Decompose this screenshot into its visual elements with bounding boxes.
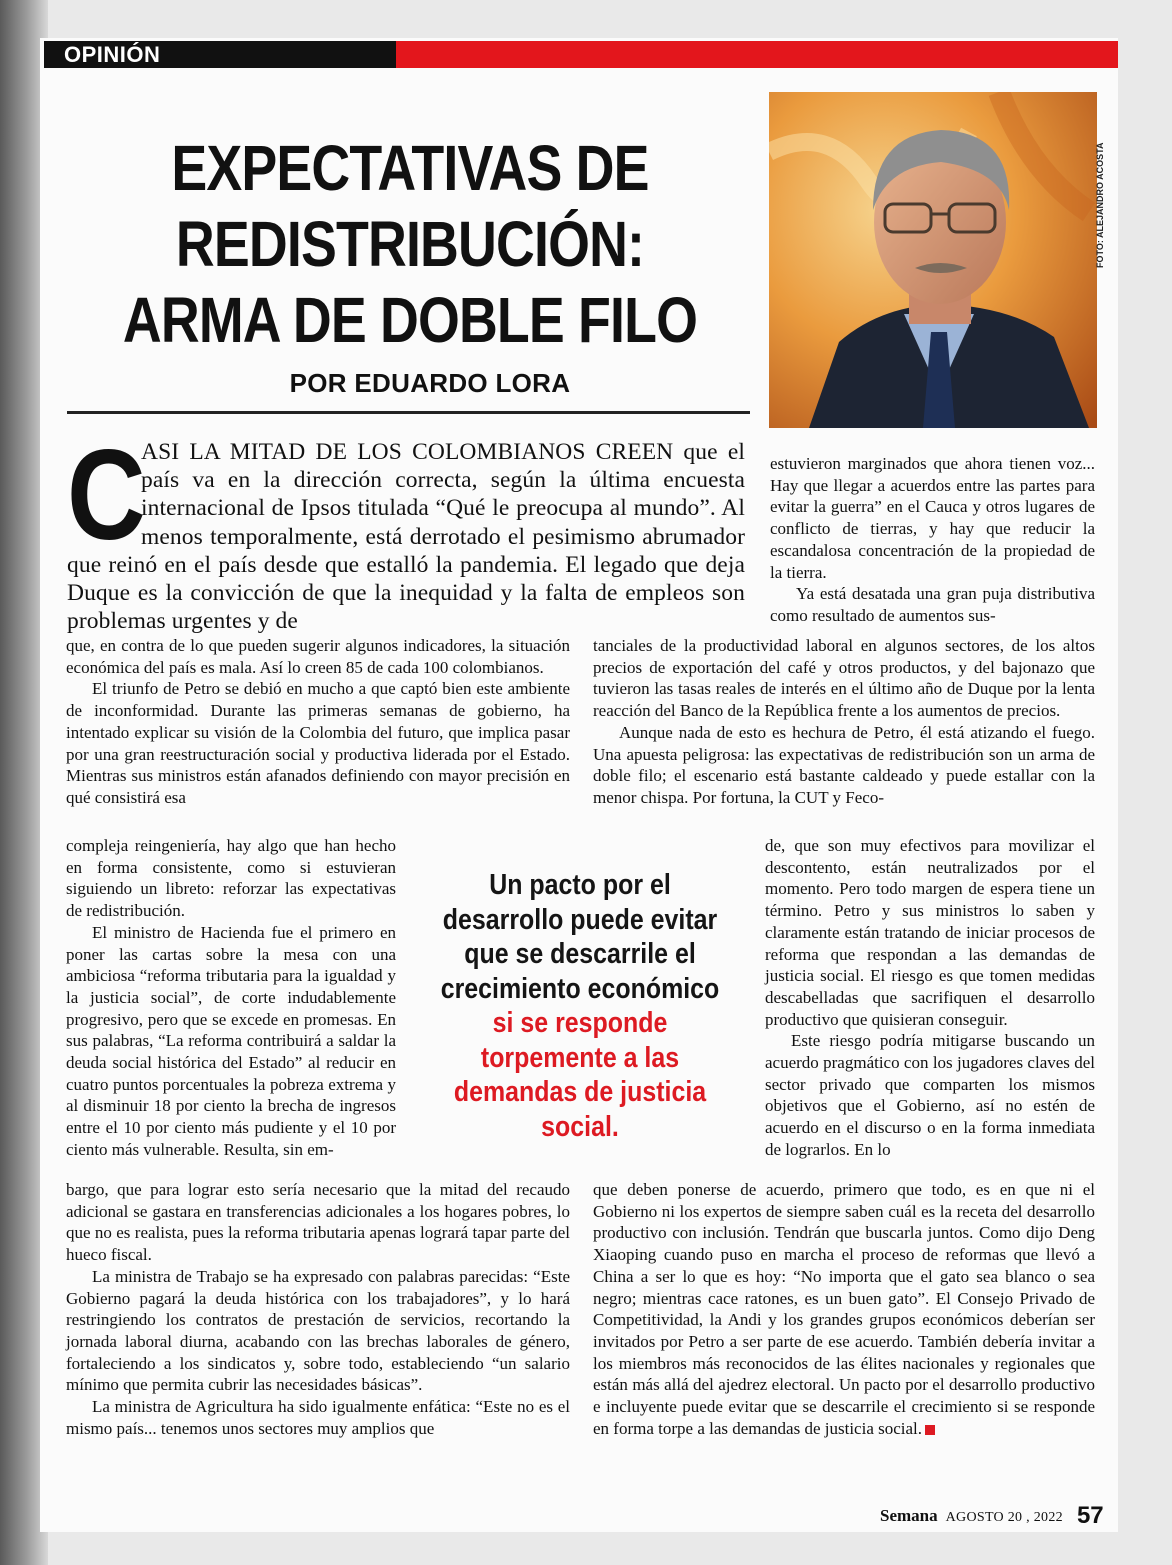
paragraph: Aunque nada de esto es hechura de Petro, él está atizando el fuego. Una apuesta peligrosa: las expectativas de redistribución son un arma de doble filo; el escenario está bastante caldeado y puede estallar con la menor chispa. Por fortuna, la CUT y Feco- xyxy=(593,722,1095,807)
body-column-left-top xyxy=(66,635,570,809)
magazine-page xyxy=(40,38,1118,1532)
lead-opening: ASI LA MITAD DE LOS COLOMBIANOS CREEN xyxy=(141,439,674,465)
author-photo xyxy=(769,92,1097,428)
closing-text: que deben ponerse de acuerdo, primero que todo, es en que ni el Gobierno ni los expertos de siempre saben cuál es la receta del desarrollo productivo con inclusión. Tendrán que buscarla juntos. Como dijo Deng Xiaoping cuando puso en marcha el proceso de reformas que llevó a China a ser lo que es hoy: “No importa que el gato sea blanco o sea negro; mientras cace ratones, es un buen gato”. El Consejo Privado de Competitividad, la Andi y los grandes grupos económicos deberían ser invitados por Petro a ser parte de ese acuerdo. También debería invitar a los miembros más reconocidos de las élites nacionales y regionales que están más allá del ajedrez electoral. Un pacto por el desarrollo productivo e incluyente puede evitar que se descarrile el crecimiento si se responde en forma torpe a las demandas de justicia social. xyxy=(593,1180,1095,1438)
body-column-right-middle xyxy=(765,835,1095,1161)
headline-line: EXPECTATIVAS DE xyxy=(171,132,649,204)
end-of-article-mark xyxy=(925,1425,935,1435)
paragraph: tanciales de la productividad laboral en algunos sectores, de los altos precios de exportación del café y otros productos, y del bajonazo que tuvieron las tasas reales de interés en el último año de Duque por la lenta reacción del Banco de la República frente a los aumentos de precios. xyxy=(593,636,1095,721)
paragraph: estuvieron marginados que ahora tienen voz... Hay que llegar a acuerdos entre las partes para evitar la guerra” en el Cauca y otros lugares de conflicto de tierras, y hay que reducir la escandalosa concentración de la propiedad de la tierra. xyxy=(770,454,1095,582)
headline xyxy=(116,130,704,358)
paragraph: La ministra de Agricultura ha sido igualmente enfática: “Este no es el mismo país... tenemos unos sectores muy amplios que xyxy=(66,1397,570,1438)
body-column-right-upper xyxy=(593,635,1095,809)
section-label: OPINIÓN xyxy=(64,42,161,67)
paragraph: La ministra de Trabajo se ha expresado con palabras parecidas: “Este Gobierno pagará la deuda histórica con los trabajadores”, y lo hará restringiendo los contratos de prestación de servicios, recortando la jornada laboral diurna, acabando con las brechas laborales de género, fortaleciendo a los sindicatos y, sobre todo, estableciendo “un salario mínimo que permita cubrir las necesidades básicas”. xyxy=(66,1266,570,1395)
photo-credit: FOTO: ALEJANDRO ACOSTA xyxy=(1095,142,1105,268)
paragraph: que, en contra de lo que pueden sugerir algunos indicadores, la situación económica del país es mala. Así lo creen 85 de cada 100 colombianos. xyxy=(66,636,570,677)
page-number: 57 xyxy=(1076,1502,1104,1529)
body-column-right-bottom xyxy=(593,1179,1095,1439)
issue-date: AGOSTO 20 , 2022 xyxy=(945,1510,1063,1525)
headline-line: REDISTRIBUCIÓN: xyxy=(175,208,645,280)
paragraph: El triunfo de Petro se debió en mucho a que captó bien este ambiente de inconformidad. Durante las primeras semanas de gobierno, ha intentado explicar su visión de la Colombia del futuro, que implica pasar por una gran reestructuración social y productiva liderada por el Estado. Mientras sus ministros están afanados definiendo con mayor precisión en qué consistirá esa xyxy=(66,679,570,807)
magazine-name: Semana xyxy=(880,1506,938,1525)
headline-rule xyxy=(67,411,750,414)
pull-quote-highlight: si se responde torpemente a las demandas de justicia social. xyxy=(453,1007,707,1143)
body-column-right-top xyxy=(770,453,1095,627)
paragraph: Ya está desatada una gran puja distributiva como resultado de aumentos sus- xyxy=(770,584,1095,625)
paragraph: de, que son muy efectivos para movilizar el descontento, están neutralizados por el momento. Pero todo margen de espera tiene un término. Petro y sus ministros lo saben y claramente están tratando de iniciar procesos de reforma que respondan a las demandas de justicia social. El riesgo es que tomen medidas descabelladas que sacrifiquen el desarrollo productivo que quisieran conseguir. xyxy=(765,836,1095,1029)
body-column-left-bottom xyxy=(66,1179,570,1439)
paragraph: El ministro de Hacienda fue el primero en poner las cartas sobre la mesa con una ambiciosa “reforma tributaria para la igualdad y la justicia social”, de corte indudablemente progresivo, pero que se excede en promesas. En sus palabras, “La reforma contribuirá a saldar la deuda social histórica del Estado” al reducir en cuatro puntos porcentuales la pobreza extrema y al disminuir 18 por ciento la brecha de ingresos entre el 10 por ciento más pudiente y el 10 por ciento más vulnerable. Resulta, sin em- xyxy=(66,922,396,1159)
author-portrait-image xyxy=(769,92,1097,428)
pull-quote xyxy=(434,868,726,1144)
paragraph: compleja reingeniería, hay algo que han hecho en forma consistente, como si estuvieran siguiendo un libreto: reforzar las expectativas de redistribución. xyxy=(66,836,396,921)
page-footer xyxy=(880,1502,1104,1530)
headline-line: ARMA DE DOBLE FILO xyxy=(122,284,698,356)
pull-quote-text: Un pacto por el desarrollo puede evitar que se descarrile el crecimiento económico xyxy=(440,869,720,1005)
section-bar-accent xyxy=(396,41,1118,68)
byline: POR EDUARDO LORA xyxy=(289,368,571,398)
drop-cap: C xyxy=(67,424,146,567)
lead-text: que el país va en la dirección correcta, según la última encuesta internacional de Ipsos titulada “Qué le preocupa al mundo”. Al menos temporalmente, está derrotado el pesimismo abrumador que reinó en el país desde que estalló la pandemia. El legado que deja Duque es la convicción de que la inequidad y la falta de empleos son problemas urgentes y de xyxy=(67,439,745,635)
paragraph: Este riesgo podría mitigarse buscando un acuerdo pragmático con los jugadores claves del sector privado que comparten los mismos objetivos que el Gobierno, así no estén de acuerdo en el discurso o en la forma inmediata de lograrlos. En lo xyxy=(765,1031,1095,1159)
lead-paragraph xyxy=(67,424,745,635)
paragraph xyxy=(593,1179,1095,1439)
paragraph: bargo, que para lograr esto sería necesario que la mitad del recaudo adicional se gastara en transferencias adicionales a los hogares pobres, lo que no es realista, pues la reforma tributaria apenas logrará tapar parte del hueco fiscal. xyxy=(66,1180,570,1265)
body-column-left-middle xyxy=(66,835,396,1161)
